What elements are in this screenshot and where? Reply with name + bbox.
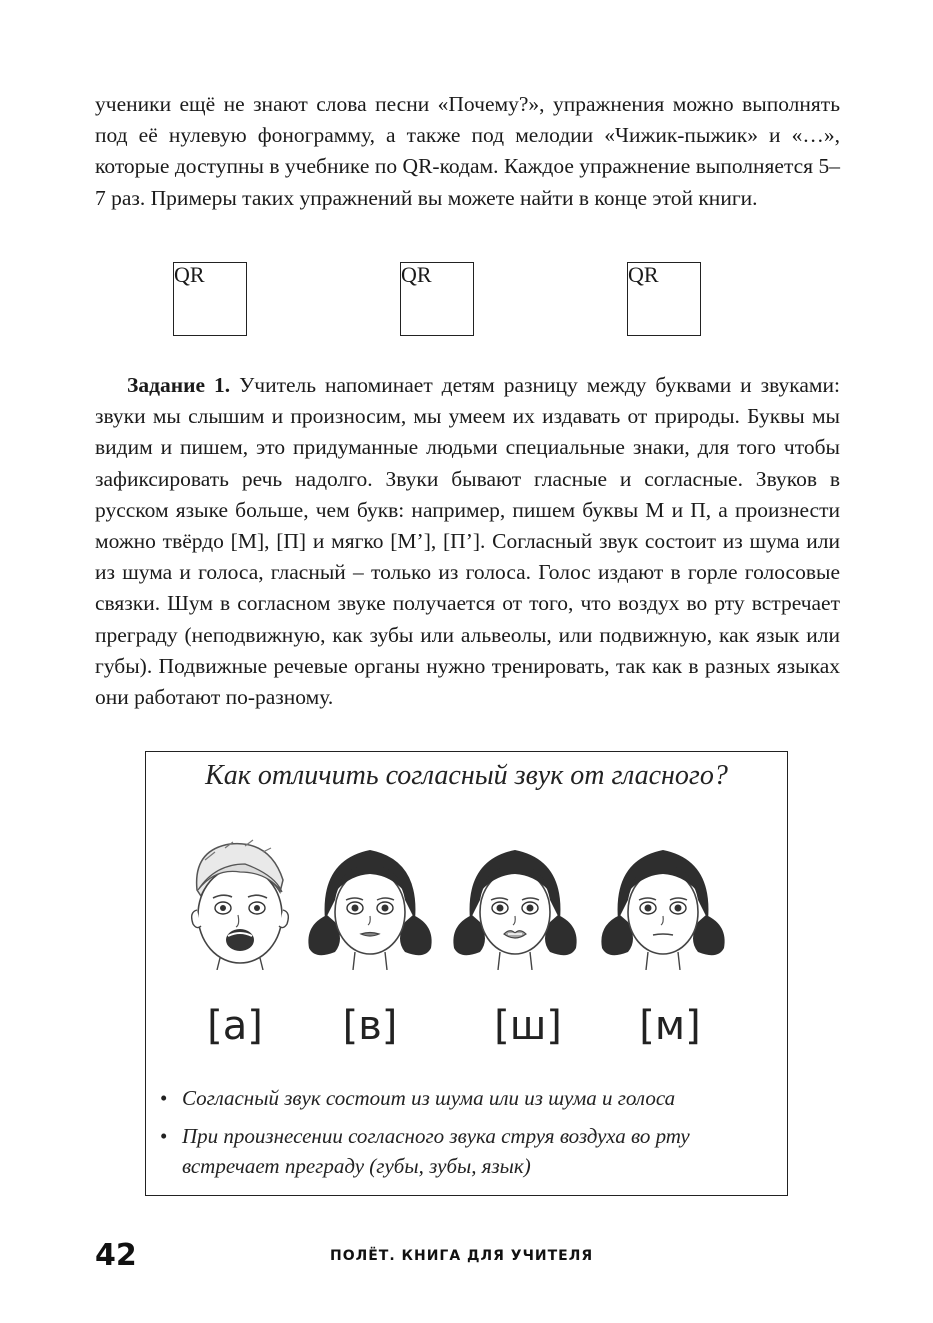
sound-symbol: [а] bbox=[207, 1003, 263, 1049]
girl-face-illustration bbox=[305, 830, 435, 970]
task-text: Учитель напоминает детям разницу между буквами и звуками: звуки мы слышим и произносим, мы умеем их издавать от природы. Буквы мы видим и пишем, это придуманные людьми специальные знаки, для того чтобы зафиксировать речь надолго. Звуки бывают гласные и согласные. Звуков в русском языке больше, чем букв: например, пишем буквы М и П, а произнести можно твёрдо [М], [П] и мягко [М’], [П’]. Согласный звук состоит из шума или из шума и голоса, гласный – только из голоса. Голос издают в горле голосовые связки. Шум в согласном звуке получается от того, что воздух во рту встречает преграду (неподвижную, как зубы или альвеолы, или подвижную, как язык или губы). Подвижные речевые органы нужно тренировать, так как в разных языках они работают по-разному. bbox=[95, 373, 841, 710]
qr-code-placeholder[interactable]: QR bbox=[400, 262, 474, 336]
girl-face-illustration bbox=[598, 830, 728, 970]
info-box-bullet-list bbox=[160, 1083, 780, 1189]
task-label: Задание 1. bbox=[127, 373, 231, 397]
paragraph-intro: ученики ещё не знают слова песни «Почему?», упражнения можно выполнять под её нулевую фонограмму, а также под мелодии «Чижик-пыжик» и «…», которые доступны в учебнике по QR-кодам. Каждое упражнение выполняется 5–7 раз. Примеры таких упражнений вы можете найти в конце этой книги. bbox=[95, 92, 840, 210]
info-box-title: Как отличить согласный звук от гласного? bbox=[205, 760, 728, 791]
sound-symbol: [м] bbox=[639, 1003, 701, 1049]
sound-symbol: [в] bbox=[342, 1003, 398, 1049]
running-title: ПОЛЁТ. КНИГА ДЛЯ УЧИТЕЛЯ bbox=[330, 1248, 594, 1264]
paragraph-task-1 bbox=[95, 370, 840, 713]
sound-symbol: [ш] bbox=[494, 1003, 562, 1049]
bullet-item: • Согласный звук состоит из шума или из шума и голоса bbox=[160, 1083, 780, 1113]
qr-code-placeholder[interactable]: QR bbox=[173, 262, 247, 336]
boy-face-illustration bbox=[175, 830, 305, 970]
qr-code-placeholder[interactable]: QR bbox=[627, 262, 701, 336]
page-number: 42 bbox=[95, 1238, 137, 1273]
bullet-item: • При произнесении согласного звука струя воздуха во рту встречает преграду (губы, зубы, язык) bbox=[160, 1121, 780, 1181]
girl-face-illustration bbox=[450, 830, 580, 970]
